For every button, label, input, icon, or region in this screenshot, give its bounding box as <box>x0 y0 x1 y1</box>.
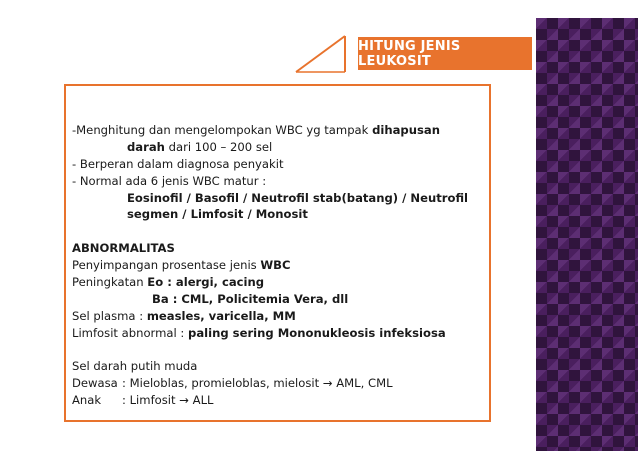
text-span: Limfosit abnormal : <box>72 325 189 340</box>
bold-span: ABNORMALITAS <box>72 241 175 256</box>
text-line: - Normal ada 6 jenis WBC matur : <box>72 173 267 188</box>
spacer <box>72 223 512 240</box>
bold-span: Eosinofil / Basofil / Neutrofil stab(batang) / Neutrofil <box>127 190 469 205</box>
slide-title: HITUNG JENIS LEUKOSIT <box>358 38 461 69</box>
decorative-pattern-strip <box>536 18 638 451</box>
arrow-icon: → <box>322 376 333 391</box>
bold-span: paling sering Mononukleosis infeksiosa <box>188 325 446 340</box>
bold-span: Ba : CML, Policitemia Vera, dll <box>152 291 349 306</box>
title-box <box>358 37 532 70</box>
text-line <box>72 139 512 156</box>
text-span: Anak <box>72 393 102 408</box>
bold-span: dihapusan <box>372 123 440 137</box>
text-span: : Limfosit <box>122 393 180 408</box>
text-line <box>72 190 512 207</box>
text-span: dari 100 – 200 sel <box>164 139 273 154</box>
text-line <box>72 325 512 342</box>
text-line: Sel darah putih muda <box>72 359 198 374</box>
text-line <box>72 375 512 392</box>
text-span: Sel plasma : <box>72 308 147 323</box>
text-span: Peningkatan <box>72 275 148 290</box>
text-line <box>72 392 512 409</box>
text-span: AML, CML <box>332 376 393 391</box>
text-span: Penyimpangan prosentase jenis <box>72 258 261 273</box>
text-line <box>72 206 512 223</box>
bold-span: measles, varicella, MM <box>146 308 296 323</box>
text-span: ALL <box>188 393 214 408</box>
slide-content <box>72 122 512 409</box>
spacer <box>72 342 512 359</box>
text-span: : Mieloblas, promieloblas, mielosit <box>122 376 323 391</box>
text-line: - Berperan dalam diagnosa penyakit <box>72 156 284 171</box>
text-line <box>72 291 512 308</box>
bold-span: Eo : alergi, cacing <box>147 275 265 290</box>
text-line <box>72 257 512 274</box>
text-line <box>72 274 512 291</box>
text-span: -Menghitung dan mengelompokan WBC yg tampak <box>72 123 373 137</box>
text-line <box>72 308 512 325</box>
text-span: Dewasa <box>72 376 118 391</box>
bold-span: darah <box>127 139 165 154</box>
section-heading <box>72 240 512 257</box>
bold-span: WBC <box>260 258 291 273</box>
text-line <box>72 122 512 139</box>
bold-span: segmen / Limfosit / Monosit <box>127 207 308 222</box>
arrow-icon: → <box>179 393 189 408</box>
